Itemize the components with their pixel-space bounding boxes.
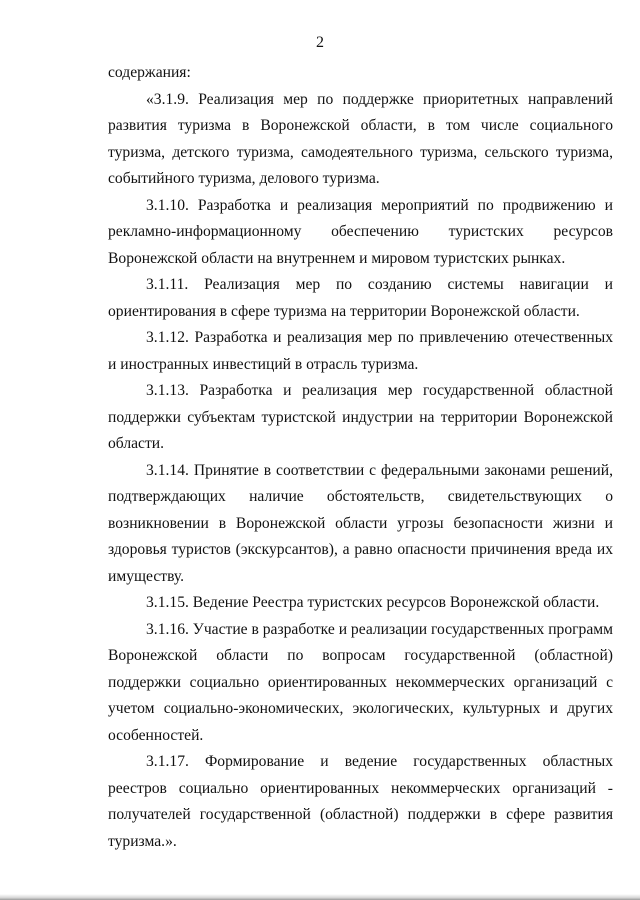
document-body — [108, 60, 613, 855]
paragraph-3-1-13: 3.1.13. Разработка и реализация мер государственной областной поддержки субъектам туристской индустрии на территории Воронежской области. — [108, 382, 613, 452]
paragraph-intro: содержания: — [108, 64, 191, 81]
paragraph-3-1-17: 3.1.17. Формирование и ведение государственных областных реестров социально ориентированных некоммерческих организаций - получателей государственной (областной) поддержки в сфере развития туризма.». — [108, 753, 613, 850]
scan-bottom-edge — [0, 894, 640, 900]
page-number: 2 — [316, 34, 324, 51]
paragraph-3-1-14: 3.1.14. Принятие в соответствии с федеральными законами решений, подтверждающих наличие обстоятельств, свидетельствующих о возникновении в Воронежской области угрозы безопасности жизни и здоровья туристов (экскурсантов), а равно опасности причинения вреда их имуществу. — [108, 461, 613, 585]
paragraph-3-1-12: 3.1.12. Разработка и реализация мер по привлечению отечественных и иностранных инвестиций в отрасль туризма. — [108, 329, 613, 373]
paragraph-3-1-10: 3.1.10. Разработка и реализация мероприятий по продвижению и рекламно-информационному обеспечению туристских ресурсов Воронежской области на внутреннем и мировом туристских рынках. — [108, 196, 613, 267]
paragraph-3-1-15: 3.1.15. Ведение Реестра туристских ресурсов Воронежской области. — [146, 594, 600, 611]
paragraph-3-1-9: «3.1.9. Реализация мер по поддержке приоритетных направлений развития туризма в Воронежской области, в том числе социального туризма, детского туризма, самодеятельного туризма, сельского туризма, событийного туризма, делового туризма. — [108, 90, 613, 187]
paragraph-3-1-11: 3.1.11. Реализация мер по созданию системы навигации и ориентирования в сфере туризма на территории Воронежской области. — [108, 276, 613, 320]
paragraph-3-1-16: 3.1.16. Участие в разработке и реализации государственных программ Воронежской области по вопросам государственной (областной) поддержки социально ориентированных некоммерческих организаций с учетом социально-экономических, экологических, культурных и других особенностей. — [108, 620, 613, 744]
